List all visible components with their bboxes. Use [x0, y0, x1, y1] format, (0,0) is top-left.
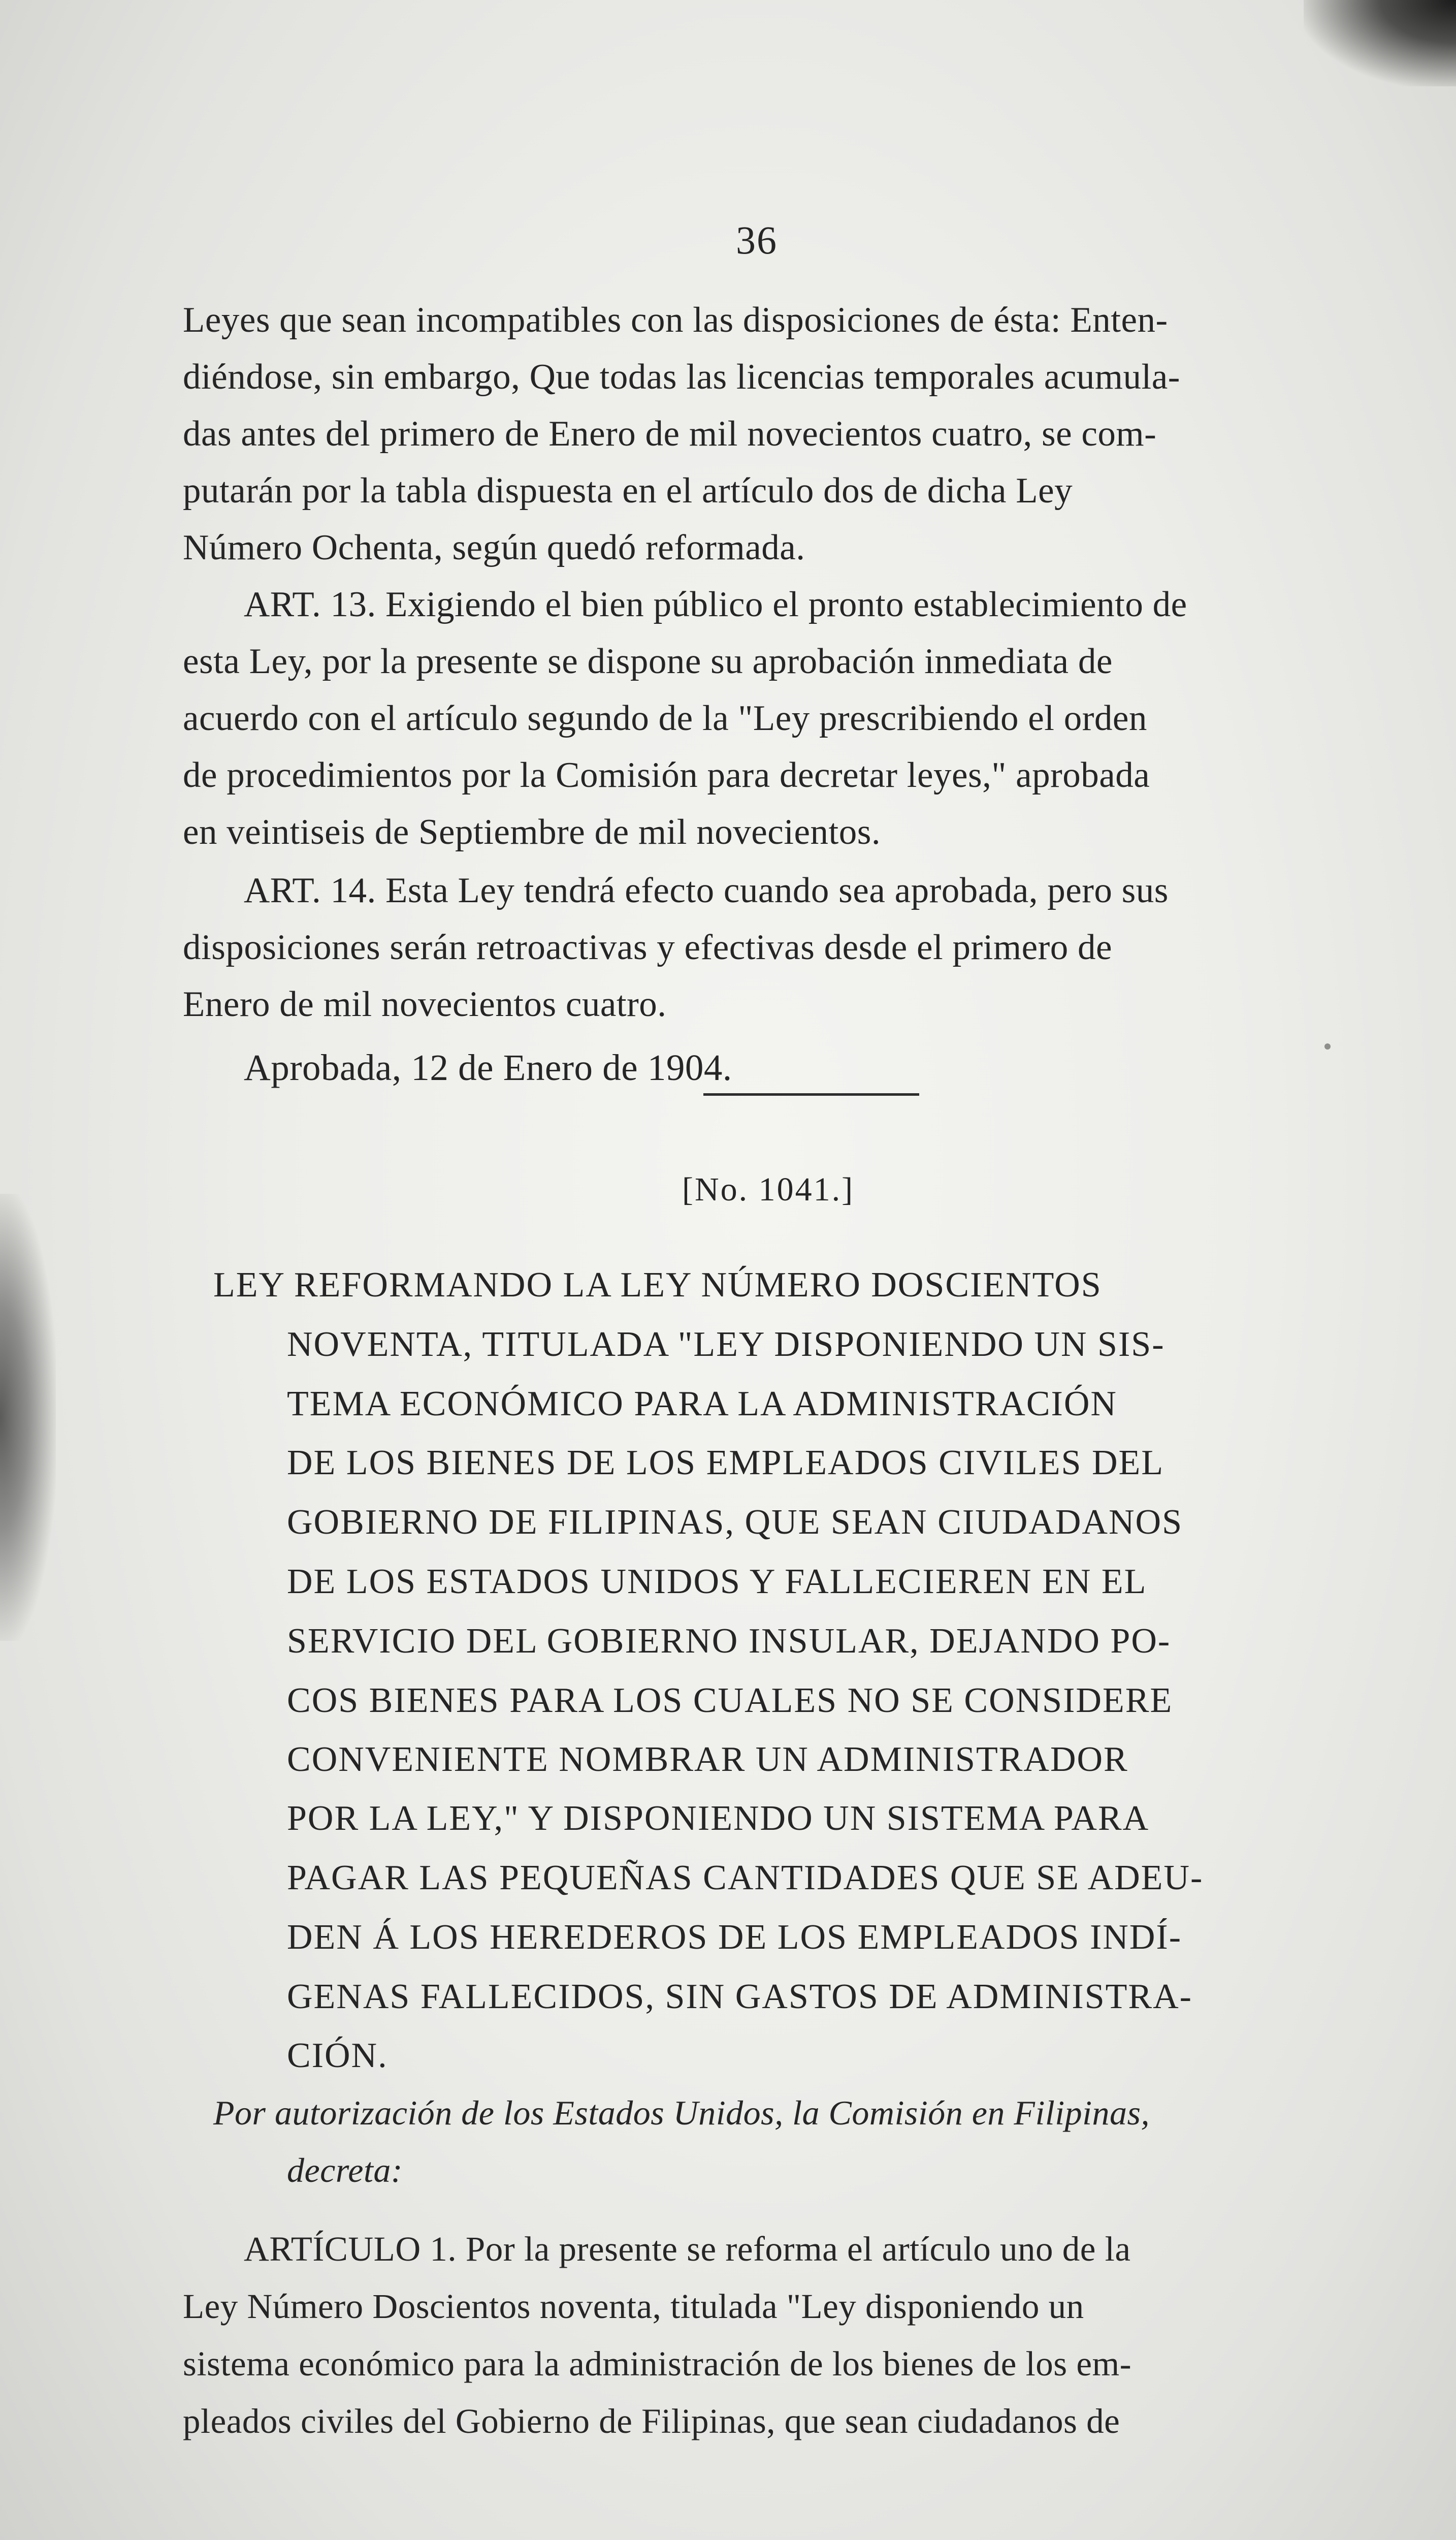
law-title-line: CIÓN.	[287, 2036, 388, 2075]
body-line: das antes del primero de Enero de mil novecientos cuatro, se com-	[183, 414, 1157, 454]
article-14-line: ART. 14. Esta Ley tendrá efecto cuando sea aprobada, pero sus	[244, 871, 1169, 910]
enactment-clause-line: Por autorización de los Estados Unidos, la Comisión en Filipinas,	[213, 2093, 1150, 2132]
law-title-line: CONVENIENTE NOMBRAR UN ADMINISTRADOR	[287, 1740, 1128, 1779]
article-1-line: ARTÍCULO 1. Por la presente se reforma el artículo uno de la	[244, 2230, 1131, 2268]
law-title-line: GENAS FALLECIDOS, SIN GASTOS DE ADMINISTRA-	[287, 1977, 1192, 2016]
act-number: [No. 1041.]	[682, 1171, 855, 1208]
article-1-line: pleados civiles del Gobierno de Filipinas, que sean ciudadanos de	[183, 2402, 1120, 2440]
body-line: Número Ochenta, según quedó reformada.	[183, 528, 805, 567]
stain-mark	[1324, 1043, 1331, 1050]
law-title-line: LEY REFORMANDO LA LEY NÚMERO DOSCIENTOS	[213, 1265, 1102, 1305]
section-divider	[703, 1093, 919, 1096]
enactment-clause-line: decreta:	[287, 2151, 403, 2189]
article-13-line: de procedimientos por la Comisión para decretar leyes," aprobada	[183, 755, 1150, 795]
page-number: 36	[736, 218, 778, 262]
law-title-line: DE LOS ESTADOS UNIDOS Y FALLECIEREN EN EL	[287, 1562, 1147, 1601]
article-1-line: Ley Número Doscientos noventa, titulada "Ley disponiendo un	[183, 2287, 1084, 2326]
law-title-line: DEN Á LOS HEREDEROS DE LOS EMPLEADOS INDÍ-	[287, 1918, 1182, 1957]
law-title-line: SERVICIO DEL GOBIERNO INSULAR, DEJANDO PO-	[287, 1622, 1171, 1661]
body-line: diéndose, sin embargo, Que todas las licencias temporales acumula-	[183, 357, 1180, 397]
corner-shadow	[1304, 0, 1456, 86]
law-title-line: TEMA ECONÓMICO PARA LA ADMINISTRACIÓN	[287, 1384, 1117, 1423]
article-13-line: en veintiseis de Septiembre de mil novecientos.	[183, 812, 881, 852]
article-13-line: ART. 13. Exigiendo el bien público el pronto establecimiento de	[244, 585, 1187, 624]
body-line: Leyes que sean incompatibles con las disposiciones de ésta: Enten-	[183, 300, 1168, 340]
law-title-line: NOVENTA, TITULADA "LEY DISPONIENDO UN SIS-	[287, 1325, 1165, 1364]
article-13-line: esta Ley, por la presente se dispone su aprobación inmediata de	[183, 642, 1113, 681]
article-14-line: Enero de mil novecientos cuatro.	[183, 985, 667, 1024]
law-title-line: DE LOS BIENES DE LOS EMPLEADOS CIVILES DEL	[287, 1443, 1164, 1482]
law-title-line: GOBIERNO DE FILIPINAS, QUE SEAN CIUDADANOS	[287, 1503, 1183, 1542]
article-14-line: disposiciones serán retroactivas y efectivas desde el primero de	[183, 928, 1112, 967]
law-title-line: COS BIENES PARA LOS CUALES NO SE CONSIDERE	[287, 1681, 1173, 1720]
law-title-line: POR LA LEY," Y DISPONIENDO UN SISTEMA PARA	[287, 1799, 1150, 1838]
article-13-line: acuerdo con el artículo segundo de la "Ley prescribiendo el orden	[183, 698, 1147, 738]
article-1-line: sistema económico para la administración de los bienes de los em-	[183, 2344, 1132, 2383]
approval-date: Aprobada, 12 de Enero de 1904.	[244, 1047, 732, 1088]
law-title-line: PAGAR LAS PEQUEÑAS CANTIDADES QUE SE ADEU-	[287, 1858, 1204, 1897]
body-line: putarán por la tabla dispuesta en el artículo dos de dicha Ley	[183, 471, 1073, 511]
binding-shadow	[0, 1194, 56, 1641]
